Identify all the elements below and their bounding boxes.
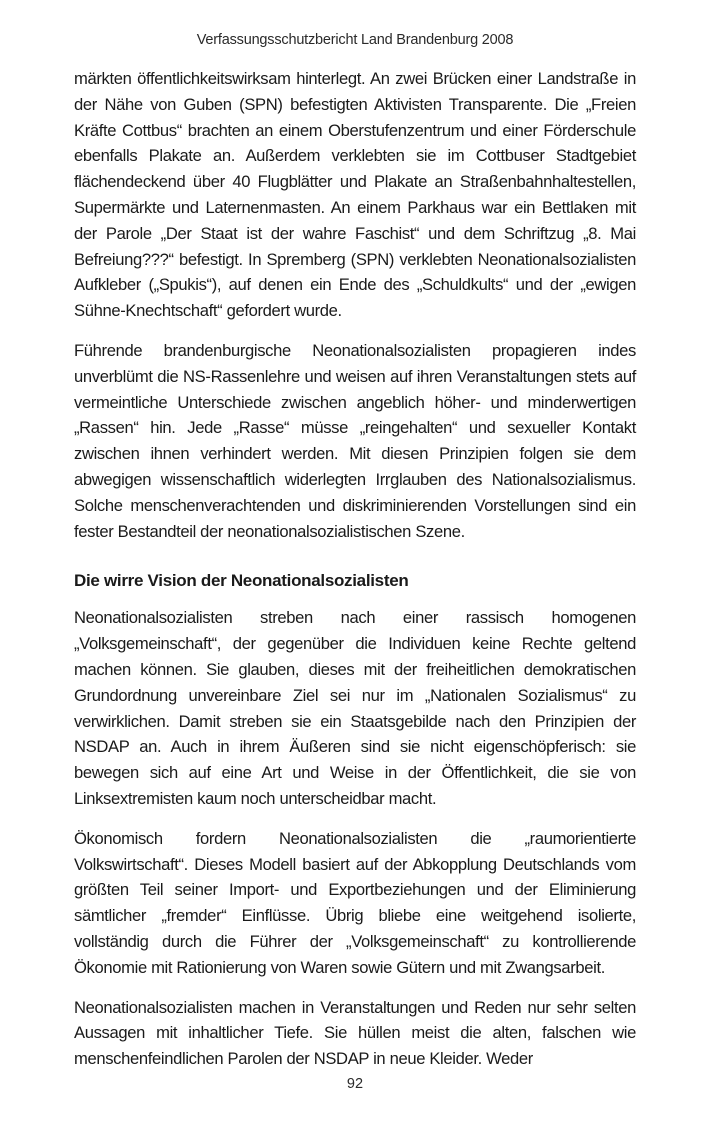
body-paragraph: Neonationalsozialisten machen in Veranstaltungen und Reden nur sehr selten Aussagen mit inhaltlicher Tiefe. Sie hüllen meist die alten, falschen wie menschenfeindlichen Parolen der NSDAP in neue Kleider. Weder bbox=[74, 997, 636, 1069]
body-paragraph: Führende brandenburgische Neonationalsozialisten propagieren indes unverblümt die NS-Rassenlehre und weisen auf ihren Veranstaltungen stets auf vermeintliche Unterschiede zwischen angeblich höher- und minderwertigen „Rassen“ hin. Jede „Rasse“ müsse „reingehalten“ und sexueller Kontakt zwischen ihnen verhindert werden. Mit diesen Prinzipien folgen sie dem abwegigen wissenschaftlich widerlegten Irrglauben des Nationalsozialismus. Solche menschenverachtenden und diskriminierenden Vorstellungen sind ein fester Bestandteil der neonationalsozialistischen Szene. bbox=[74, 340, 636, 541]
body-paragraph: Ökonomisch fordern Neonationalsozialisten die „raumorientierte Volkswirtschaft“. Dieses Modell basiert auf der Abkopplung Deutschlands vom größten Teil seiner Import- und Exportbeziehungen und der Eliminierung sämtlicher „fremder“ Einflüsse. Übrig bliebe eine weitgehend isolierte, vollständig durch die Führer der „Volksgemeinschaft“ zu kontrollierende Ökonomie mit Rationierung von Waren sowie Gütern und mit Zwangsarbeit. bbox=[74, 828, 636, 977]
page-number: 92 bbox=[346, 1076, 364, 1092]
document-body bbox=[74, 66, 636, 1086]
running-header: Verfassungsschutzbericht Land Brandenburg 2008 bbox=[196, 32, 514, 48]
body-paragraph: märkten öffentlichkeitswirksam hinterlegt. An zwei Brücken einer Landstraße in der Nähe von Guben (SPN) befestigten Aktivisten Transparente. Die „Freien Kräfte Cottbus“ brachten an einem Oberstufenzentrum und einer Förderschule ebenfalls Plakate an. Außerdem verklebten sie im Cottbuser Stadtgebiet flächendeckend über 40 Flugblätter und Plakate an Straßenbahnhaltestellen, Supermärkte und Laternenmasten. An einem Parkhaus war ein Bettlaken mit der Parole „Der Staat ist der wahre Faschist“ und dem Schriftzug „8. Mai Befreiung???“ befestigt. In Spremberg (SPN) verklebten Neonationalsozialisten Aufkleber („Spukis“), auf denen ein Ende des „Schuldkults“ und der „ewigen Sühne-Knechtschaft“ gefordert wurde. bbox=[74, 69, 636, 321]
section-heading: Die wirre Vision der Neonationalsozialisten bbox=[74, 571, 409, 591]
body-paragraph: Neonationalsozialisten streben nach einer rassisch homogenen „Volksgemeinschaft“, der gegenüber die Individuen keine Rechte geltend machen können. Sie glauben, dieses mit der freiheitlichen demokratischen Grundordnung unvereinbare Ziel sei nur im „Nationalen Sozialismus“ zu verwirklichen. Damit streben sie ein Staatsgebilde nach den Prinzipien der NSDAP an. Auch in ihrem Äußeren sind sie nicht eigenschöpferisch: sie bewegen sich auf eine Art und Weise in der Öffentlichkeit, die sie von Linksextremisten kaum noch unterscheidbar macht. bbox=[74, 608, 636, 808]
